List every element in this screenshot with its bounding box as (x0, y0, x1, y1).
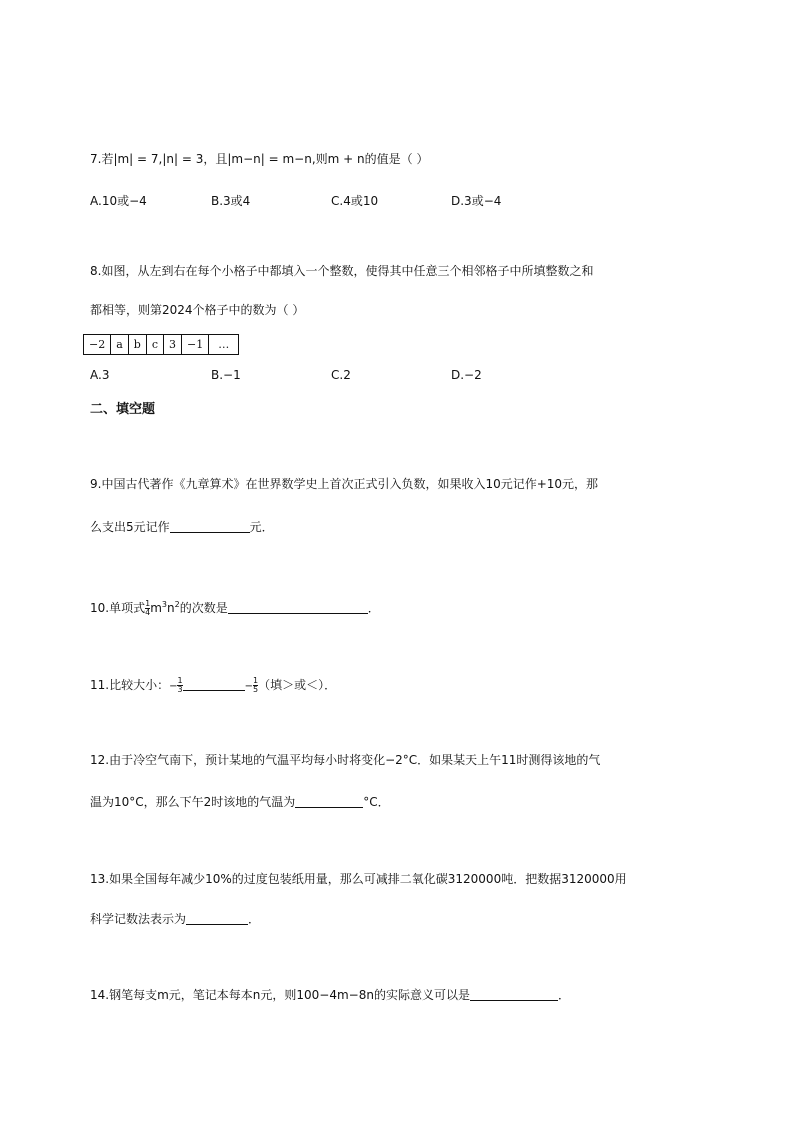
q8-option-a: A.3 (90, 368, 110, 382)
q11-left-numerator: 1 (177, 676, 183, 685)
section-heading: 二、填空题 (90, 402, 156, 417)
q8-option-d: D.−2 (451, 368, 482, 382)
q11-left-denominator: 3 (177, 685, 183, 694)
question-11 (90, 677, 336, 695)
q11-suffix: （填＞或＜）． (258, 678, 337, 692)
q12-text-after: °C． (363, 795, 390, 809)
q10-frac-numerator: 1 (145, 599, 151, 608)
q8-option-c: C.2 (331, 368, 351, 382)
question-9-line2 (90, 519, 274, 535)
question-8-stem-line1: 8.如图，从左到右在每个小格子中都填入一个整数，使得其中任意三个相邻格子中所填整数之和 (90, 264, 594, 278)
q14-answer-blank[interactable] (470, 988, 558, 1001)
grid-cell: c (146, 335, 163, 355)
q11-right-denominator: 5 (252, 685, 259, 694)
q9-answer-blank[interactable] (170, 520, 250, 533)
q10-var-m: m (150, 601, 162, 615)
q9-text-before: 么支出5元记作 (90, 520, 170, 534)
grid-cell: −2 (84, 335, 111, 355)
q11-right-numerator: 1 (252, 676, 259, 685)
q8-option-b: B.−1 (211, 368, 241, 382)
q10-prefix: 10.单项式 (90, 601, 146, 615)
q7-option-a: A.10或−4 (90, 194, 147, 208)
q11-right-sign: − (244, 681, 253, 692)
q12-answer-blank[interactable] (295, 795, 363, 808)
grid-cell: b (128, 335, 146, 355)
question-13-line1: 13.如果全国每年减少10%的过度包装纸用量，那么可减排二氧化碳3120000吨．把数据3120000用 (90, 872, 627, 886)
grid-cell: −1 (182, 335, 209, 355)
q10-exp-n: 2 (174, 600, 180, 609)
question-9-line1: 9.中国古代著作《九章算术》在世界数学史上首次正式引入负数，如果收入10元记作+10元，那 (90, 477, 599, 491)
question-7-stem: 7.若|m| = 7,|n| = 3，且|m−n| = m−n,则m + n的值是（ ） (90, 152, 429, 166)
question-12-line1: 12.由于冷空气南下，预计某地的气温平均每小时将变化−2°C．如果某天上午11时测得该地的气 (90, 753, 601, 767)
q13-answer-blank[interactable] (186, 912, 248, 925)
q14-text-before: 14.钢笔每支m元，笔记本每本n元，则100−4m−8n的实际意义可以是 (90, 988, 470, 1002)
question-12-line2 (90, 794, 390, 810)
q10-exp-m: 3 (161, 600, 167, 609)
question-10 (90, 597, 380, 617)
grid-cell: … (209, 335, 239, 355)
question-13-line2 (90, 911, 260, 927)
q13-text-before: 科学记数法表示为 (90, 912, 187, 926)
question-14 (90, 987, 570, 1003)
q10-answer-blank[interactable] (228, 601, 368, 614)
q11-prefix: 11.比较大小： (90, 678, 170, 692)
grid-cell: a (111, 335, 129, 355)
q14-text-after: ． (557, 988, 570, 1002)
q10-var-n: n (166, 601, 175, 615)
q13-text-after: ． (248, 912, 261, 926)
q7-option-b: B.3或4 (211, 194, 251, 208)
q11-answer-blank[interactable] (183, 678, 245, 691)
q10-suffix: 的次数是 (179, 601, 228, 615)
question-8-stem-line2: 都相等，则第2024个格子中的数为（ ） (90, 303, 305, 317)
grid-cell: 3 (164, 335, 182, 355)
q7-option-c: C.4或10 (331, 194, 379, 208)
q12-text-before: 温为10°C，那么下午2时该地的气温为 (90, 795, 296, 809)
q10-frac-denominator: 4 (145, 608, 151, 617)
q9-text-after: 元． (249, 520, 274, 534)
q10-end: ． (367, 601, 380, 615)
q7-option-d: D.3或−4 (451, 194, 502, 208)
number-grid (83, 334, 239, 355)
q11-left-sign: − (169, 681, 178, 692)
